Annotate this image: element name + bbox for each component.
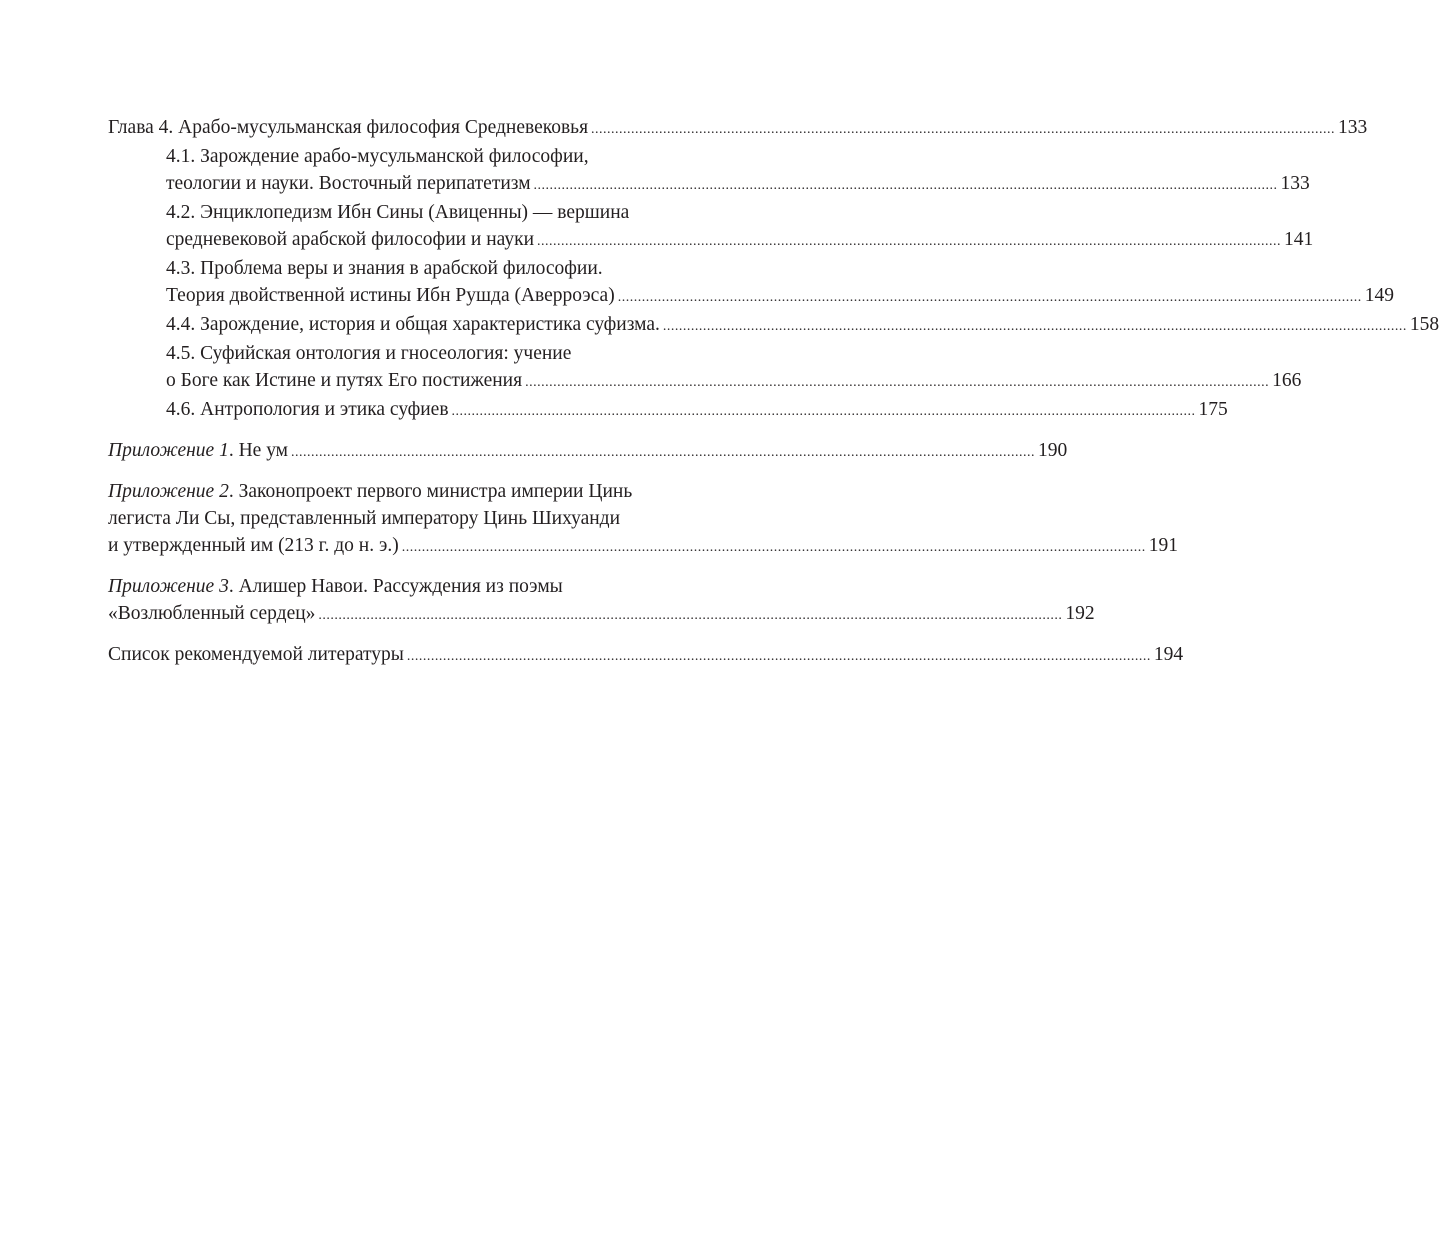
toc-entry-title: . Не ум	[228, 440, 289, 461]
toc-entry-bibliography[interactable]	[108, 641, 1184, 670]
toc-page-number: 194	[1153, 644, 1184, 665]
toc-page-number: 175	[1198, 399, 1228, 420]
toc-entry-title: 4.4. Зарождение, история и общая характеристика суфизма.	[166, 314, 660, 335]
toc-entry-title: Глава 4. Арабо-мусульманская философия Средневековья	[108, 117, 589, 138]
toc-entry-section-4-3[interactable]	[108, 255, 1394, 311]
toc-entry-chapter-4[interactable]	[108, 114, 1368, 143]
toc-page-number: 133	[1338, 117, 1368, 138]
dot-leader: ..........................................................................................................................................................................................	[591, 122, 1336, 137]
toc-entry-section-4-1[interactable]	[108, 143, 1310, 199]
toc-page-number: 190	[1038, 440, 1068, 461]
toc-entry-title-line: о Боге как Истине и путях Его постижения	[166, 370, 523, 391]
toc-entry-title-line: 4.5. Суфийская онтология и гносеология: учение	[166, 343, 572, 364]
toc-entry-appendix-3[interactable]	[108, 573, 1095, 629]
toc-entry-title-line: . Законопроект первого министра империи Цинь	[228, 481, 633, 502]
dot-leader: ..........................................................................................................................................................................................	[617, 290, 1362, 305]
table-of-contents	[108, 114, 1439, 670]
dot-leader: ..........................................................................................................................................................................................	[525, 375, 1270, 390]
toc-entry-title-line: легиста Ли Сы, представленный императору Цинь Шихуанди	[108, 508, 621, 529]
toc-entry-title-line: средневековой арабской философии и науки	[166, 229, 535, 250]
toc-page-number: 149	[1364, 285, 1394, 306]
appendix-label: Приложение 3	[108, 576, 229, 597]
toc-entry-title: 4.6. Антропология и этика суфиев	[166, 399, 449, 420]
dot-leader: ..........................................................................................................................................................................................	[533, 178, 1278, 193]
toc-entry-section-4-4[interactable]	[108, 311, 1439, 340]
toc-entry-title-line: . Алишер Навои. Рассуждения из поэмы	[228, 576, 563, 597]
toc-entry-appendix-2[interactable]	[108, 478, 1178, 561]
dot-leader: ..........................................................................................................................................................................................	[401, 540, 1146, 555]
appendix-label: Приложение 1	[108, 440, 229, 461]
toc-entry-title-line: и утвержденный им (213 г. до н. э.)	[108, 535, 399, 556]
dot-leader: ..........................................................................................................................................................................................	[451, 404, 1196, 419]
dot-leader: ..........................................................................................................................................................................................	[406, 649, 1151, 664]
toc-entry-appendix-1[interactable]	[108, 437, 1068, 466]
dot-leader: ..........................................................................................................................................................................................	[291, 445, 1036, 460]
toc-entry-title-line: 4.2. Энциклопедизм Ибн Сины (Авиценны) — вершина	[166, 202, 630, 223]
toc-entry-title-line: теологии и науки. Восточный перипатетизм	[166, 173, 531, 194]
toc-page-number: 166	[1272, 370, 1302, 391]
dot-leader: ..........................................................................................................................................................................................	[537, 234, 1282, 249]
toc-entry-title-line: Теория двойственной истины Ибн Рушда (Аверроэса)	[166, 285, 615, 306]
toc-entry-title-line: 4.3. Проблема веры и знания в арабской философии.	[166, 258, 603, 279]
toc-entry-title-line: 4.1. Зарождение арабо-мусульманской философии,	[166, 146, 589, 167]
toc-page-number: 158	[1409, 314, 1439, 335]
toc-page-number: 191	[1148, 535, 1178, 556]
dot-leader: ..........................................................................................................................................................................................	[662, 319, 1407, 334]
toc-page-number: 141	[1284, 229, 1314, 250]
appendix-label: Приложение 2	[108, 481, 229, 502]
toc-entry-section-4-6[interactable]	[108, 396, 1228, 425]
dot-leader: ..........................................................................................................................................................................................	[318, 608, 1063, 623]
toc-entry-title-line: «Возлюбленный сердец»	[108, 603, 316, 624]
toc-page-number: 133	[1280, 173, 1310, 194]
toc-entry-section-4-2[interactable]	[108, 199, 1314, 255]
toc-entry-title: Список рекомендуемой литературы	[108, 644, 404, 665]
toc-entry-section-4-5[interactable]	[108, 340, 1302, 396]
toc-page-number: 192	[1065, 603, 1095, 624]
